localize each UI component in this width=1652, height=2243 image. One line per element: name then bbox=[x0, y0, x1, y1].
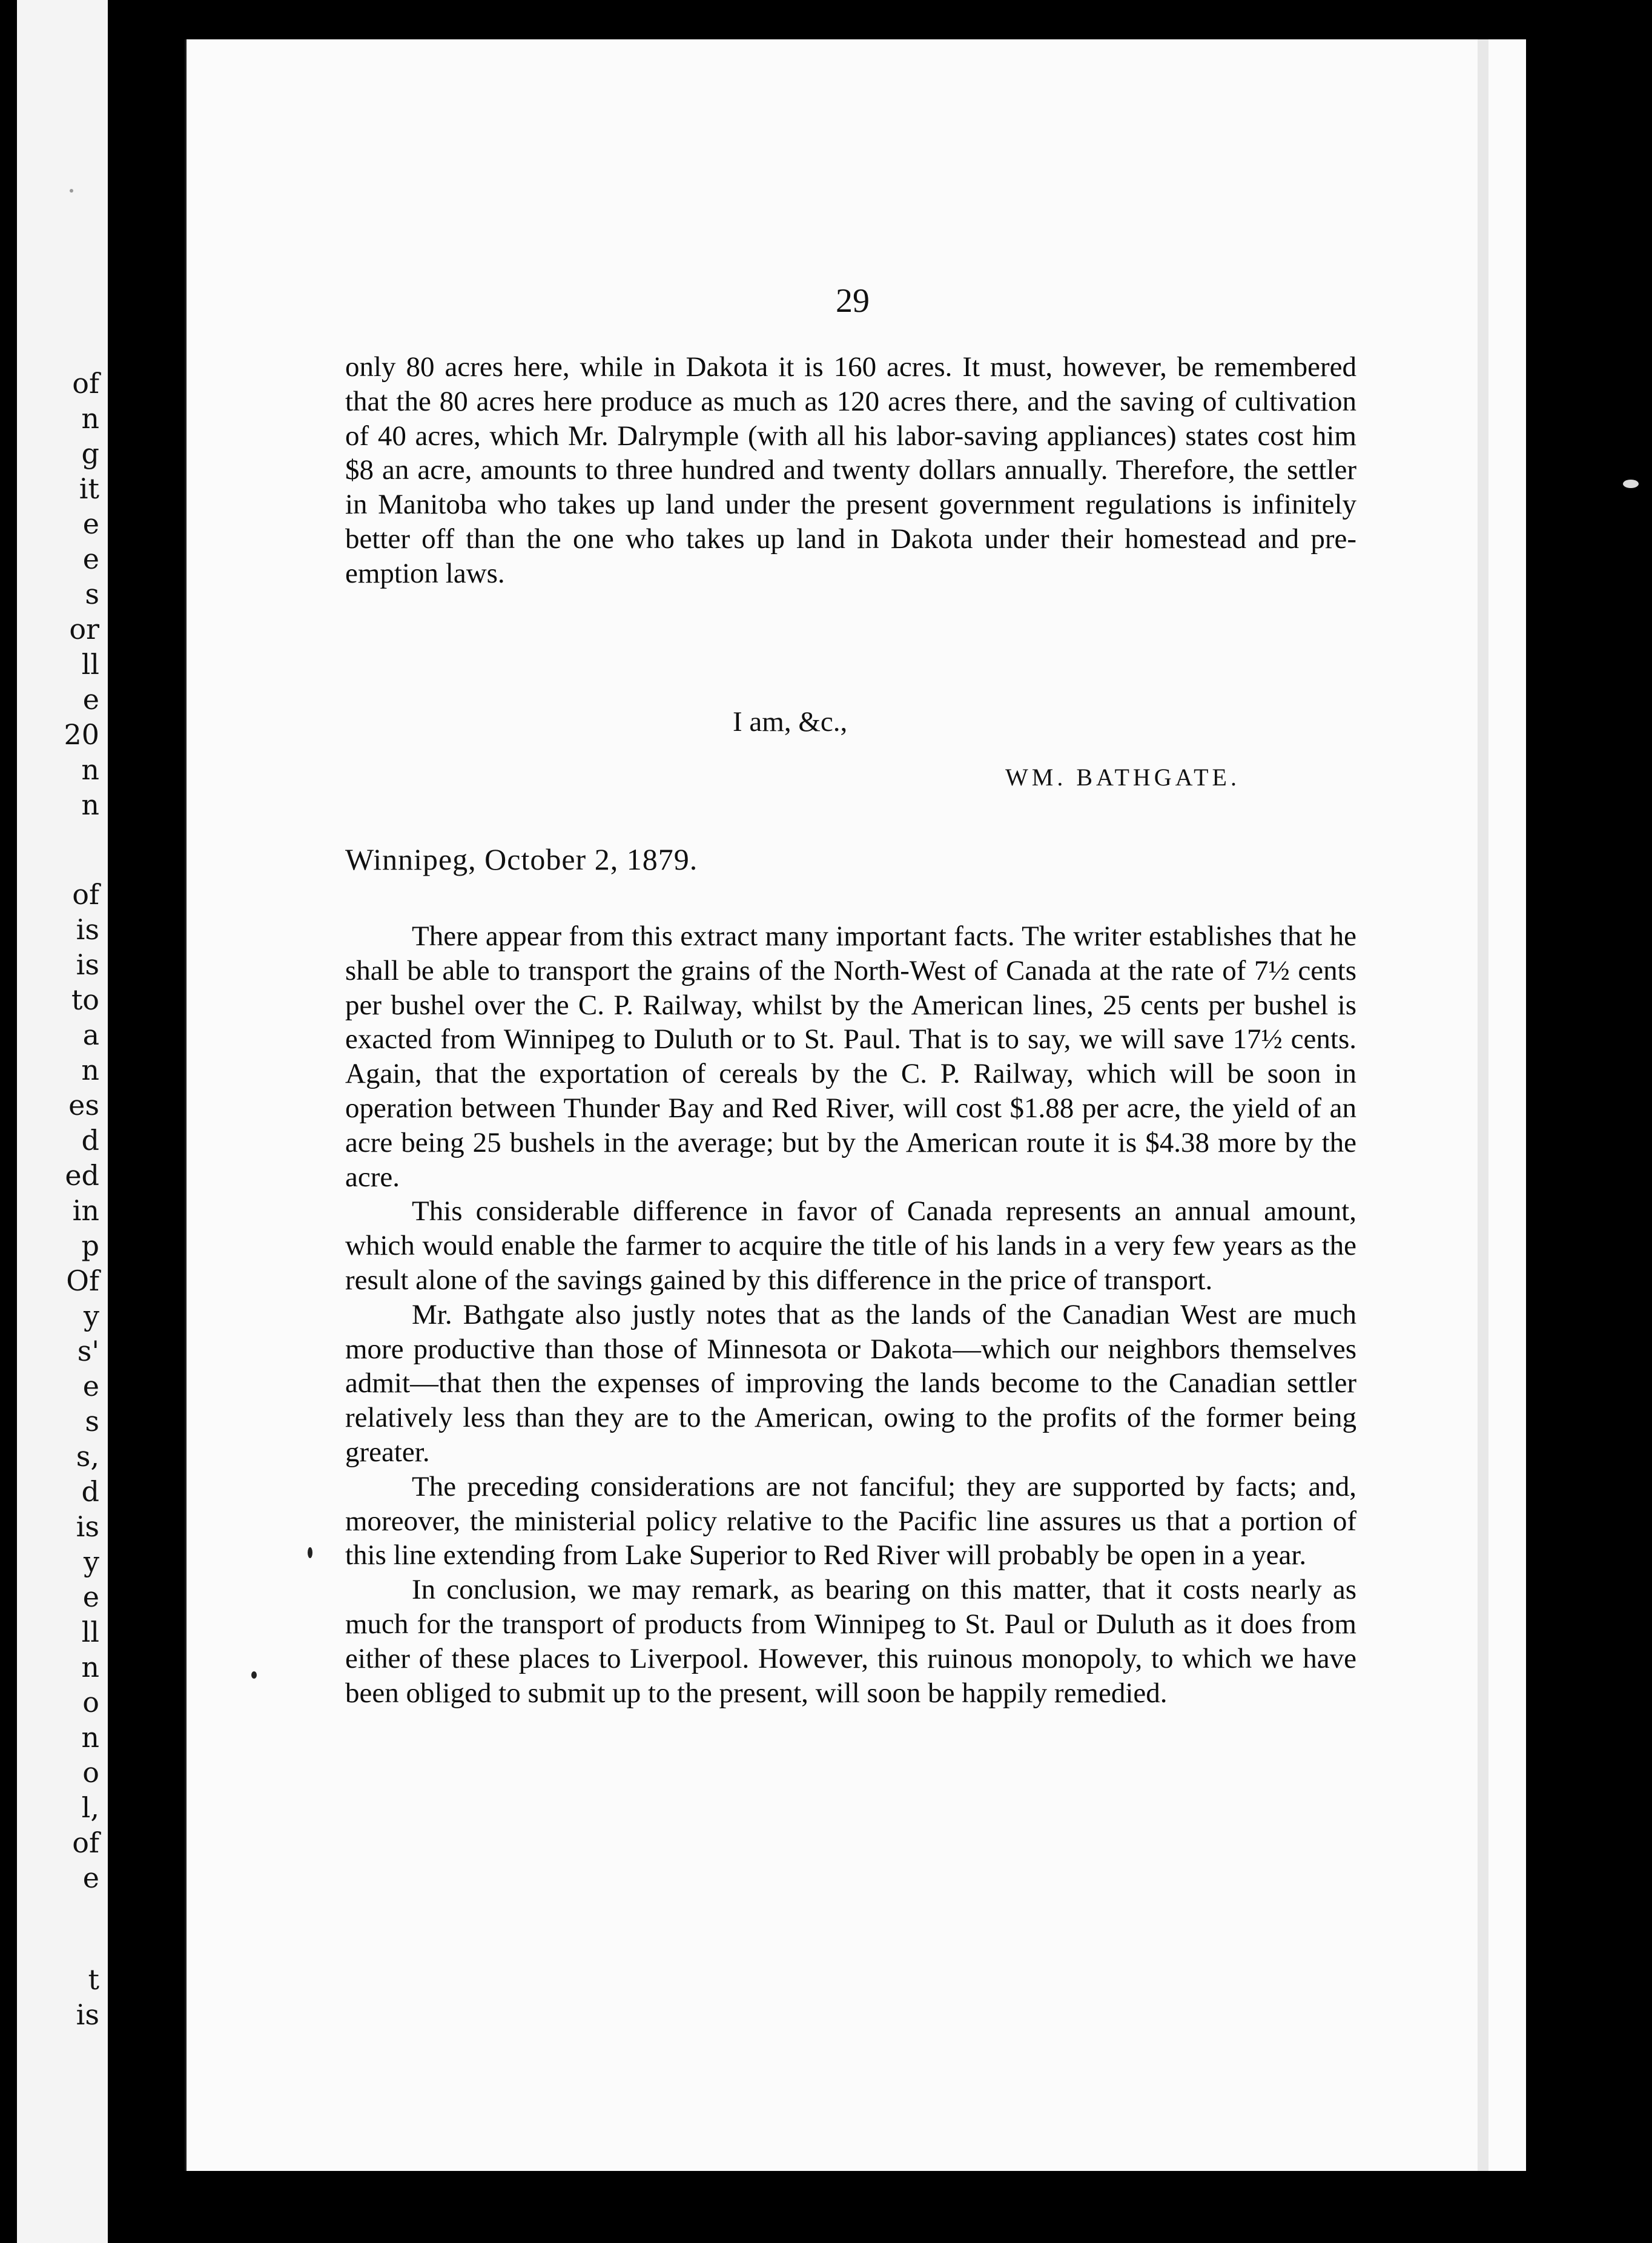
margin-fragment: n bbox=[81, 1651, 99, 1683]
margin-fragment: n bbox=[81, 1054, 99, 1086]
margin-fragment: of bbox=[72, 367, 99, 400]
margin-fragment: it bbox=[79, 472, 99, 505]
margin-fragment: y bbox=[84, 1300, 99, 1332]
margin-fragment: n bbox=[81, 753, 99, 786]
commentary-body bbox=[345, 919, 1356, 1710]
margin-fragment: e bbox=[82, 543, 99, 575]
margin-fragment: is bbox=[76, 913, 99, 946]
margin-fragment: l, bbox=[81, 1791, 99, 1824]
body-paragraph: There appear from this extract many important facts. The writer establishes that he shall be able to transport the grains of the North-West of Canada at the rate of 7½ cents per bushel over the C. P. Railway, whilst by the American lines, 25 cents per bushel is exacted from Winnipeg to Duluth or to St. Paul. That is to say, we will save 17½ cents. Again, that the exportation of cereals by the C. P. Railway, which will be soon in operation between Thunder Bay and Red River, will cost $1.88 per acre, the yield of an acre being 25 bushels in the average; but by the American route it is $4.38 more by the acre. bbox=[345, 920, 1356, 1193]
body-paragraph: Mr. Bathgate also justly notes that as the lands of the Canadian West are much more productive than those of Minnesota or Dakota—which our neighbors themselves admit—that then the expenses of improving the lands become to the Canadian settler relatively less than they are to the American, owing to the profits of the former being greater. bbox=[345, 1298, 1356, 1468]
margin-fragment: y bbox=[84, 1545, 99, 1578]
body-paragraph: This considerable difference in favor of Canada represents an annual amount, which would enable the farmer to acquire the title of his lands in a very few years as the result alone of the savings gained by this difference in the price of transport. bbox=[345, 1195, 1356, 1296]
scan-speck bbox=[70, 189, 73, 193]
margin-fragment: s, bbox=[76, 1440, 99, 1473]
margin-fragment: s' bbox=[77, 1335, 99, 1367]
adjacent-page-fragment bbox=[17, 0, 108, 2243]
margin-fragment: e bbox=[82, 1370, 99, 1402]
margin-fragment: is bbox=[76, 948, 99, 981]
margin-fragment: ed bbox=[65, 1159, 99, 1192]
margin-fragment: e bbox=[82, 1861, 99, 1894]
body-paragraph: The preceding considerations are not fanciful; they are supported by facts; and, moreover, the ministerial policy relative to the Pacific line assures us that a portion of this line extending from Lake Superior to Red River will probably be open in a year. bbox=[345, 1470, 1356, 1571]
margin-fragment: s bbox=[85, 1405, 99, 1438]
scan-speck bbox=[1623, 480, 1639, 488]
margin-fragment: to bbox=[71, 983, 99, 1016]
margin-fragment: is bbox=[76, 1510, 99, 1543]
letter-dateline: Winnipeg, October 2, 1879. bbox=[345, 842, 698, 876]
letter-paragraph: only 80 acres here, while in Dakota it is 160 acres. It must, however, be remembered that the 80 acres here produce as much as 120 acres there, and the saving of cultivation of 40 acres, which Mr. Dalrymple (with all his labor-saving appliances) states cost him $8 an acre, amounts to three hundred and twenty dollars annually. Therefore, the settler in Manitoba who takes up land under the present government regulations is infinitely better off than the one who takes up land in Dakota under their homestead and pre-emption laws. bbox=[345, 351, 1356, 589]
margin-fragment: d bbox=[81, 1475, 99, 1508]
margin-fragment: of bbox=[72, 1826, 99, 1859]
margin-fragment: o bbox=[82, 1756, 99, 1789]
margin-fragment: 20 bbox=[64, 718, 99, 751]
margin-fragment: e bbox=[82, 507, 99, 540]
page-edge bbox=[1478, 39, 1488, 2171]
body-paragraph: In conclusion, we may remark, as bearing on this matter, that it costs nearly as much for the transport of products from Winnipeg to St. Paul or Duluth as it does from either of these places to Liverpool. However, this ruinous monopoly, to which we have been obliged to submit up to the present, will soon be happily remedied. bbox=[345, 1574, 1356, 1709]
page-number: 29 bbox=[836, 282, 870, 320]
margin-fragment: or bbox=[69, 613, 99, 646]
margin-fragment: g bbox=[81, 437, 99, 470]
margin-fragment: es bbox=[68, 1089, 99, 1122]
margin-fragment: d bbox=[81, 1124, 99, 1157]
margin-fragment: e bbox=[82, 1581, 99, 1613]
margin-fragment: ll bbox=[81, 648, 99, 681]
margin-fragment: is bbox=[76, 1998, 99, 2031]
margin-fragment: s bbox=[85, 578, 99, 610]
margin-fragment: n bbox=[81, 788, 99, 821]
letter-closing: I am, &c., bbox=[733, 706, 848, 738]
margin-fragment: o bbox=[82, 1686, 99, 1719]
scan-speck bbox=[308, 1547, 312, 1558]
letter-signature: WM. BATHGATE. bbox=[1005, 764, 1240, 791]
margin-fragment: t bbox=[88, 1963, 99, 1996]
scan-speck bbox=[251, 1671, 257, 1679]
margin-fragment: a bbox=[82, 1019, 99, 1051]
margin-fragment: n bbox=[81, 402, 99, 435]
margin-fragment: ll bbox=[81, 1616, 99, 1648]
margin-fragment: in bbox=[72, 1194, 99, 1227]
margin-fragment: of bbox=[72, 878, 99, 911]
margin-fragment: e bbox=[82, 683, 99, 716]
margin-fragment: p bbox=[81, 1229, 99, 1262]
margin-fragment: n bbox=[81, 1721, 99, 1754]
margin-fragment: Of bbox=[66, 1264, 99, 1297]
